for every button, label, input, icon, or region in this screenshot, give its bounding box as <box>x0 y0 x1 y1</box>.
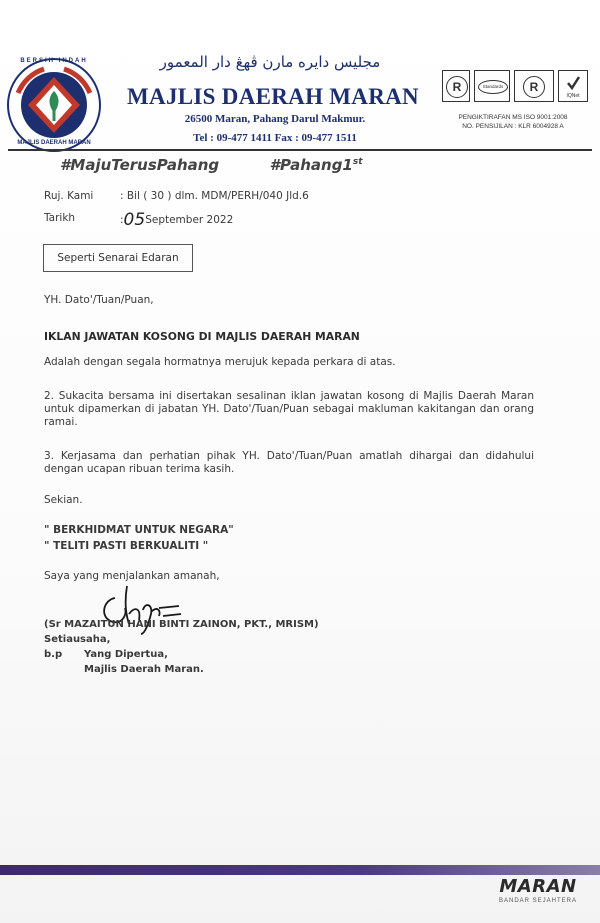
seal-text-top: BERSIH INDAH <box>20 58 88 64</box>
hashtag-maju-terus-pahang: #MajuTerusPahang <box>60 156 220 174</box>
certification-line-1: PENGIKTIRAFAN MS ISO 9001:2008 <box>458 114 568 121</box>
certification-line-2: NO. PENSIJILAN : KLR 6004928 A <box>462 123 564 130</box>
arabic-council-name: مجليس دايره مارن ڤهڠ دار المعمور <box>159 53 381 71</box>
iqnet-badge-icon: IQNet <box>558 70 588 102</box>
closing: Sekian. <box>44 494 83 506</box>
signatory-title: Setiausaha, <box>44 634 111 645</box>
letter-date: :05September 2022 <box>120 210 234 230</box>
recipient-box: Seperti Senarai Edaran <box>43 244 193 272</box>
bp-organisation: Majlis Daerah Maran. <box>84 664 204 675</box>
header-divider <box>8 149 592 151</box>
certification-badges <box>440 66 590 108</box>
date-label: Tarikh <box>44 212 76 224</box>
certification-text <box>438 113 588 131</box>
date-day-handwritten: 05 <box>123 210 146 230</box>
hashtags-line <box>60 156 540 174</box>
paragraph-intro: Adalah dengan segala hormatnya merujuk kepada perkara di atas. <box>44 356 396 368</box>
reference-number: : Bil ( 30 ) dlm. MDM/PERH/040 Jld.6 <box>120 190 309 202</box>
maran-footer-logo: MARAN <box>499 876 577 897</box>
hashtag-pahang-1st: #Pahang1st <box>269 156 363 174</box>
seal-text-bottom: MAJLIS DAERAH MARAN <box>17 140 91 146</box>
council-address: 26500 Maran, Pahang Darul Makmur. <box>184 113 366 125</box>
council-name: MAJLIS DAERAH MARAN <box>127 84 419 109</box>
footer-band <box>0 865 600 875</box>
registered-mark-icon-2: R <box>514 70 554 102</box>
salutation: YH. Dato'/Tuan/Puan, <box>44 294 154 306</box>
footer-tagline: BANDAR SEJAHTERA <box>498 898 577 904</box>
letter-subject: IKLAN JAWATAN KOSONG DI MAJLIS DAERAH MARAN <box>44 330 360 343</box>
trust-line: Saya yang menjalankan amanah, <box>44 570 220 582</box>
motto-line-2: " TELITI PASTI BERKUALITI " <box>44 540 209 552</box>
motto-line-1: " BERKHIDMAT UNTUK NEGARA" <box>44 524 234 536</box>
bp-label: b.p <box>44 649 63 660</box>
standards-badge-icon: Standards <box>474 70 510 102</box>
council-phone-fax: Tel : 09-477 1411 Fax : 09-477 1511 <box>193 132 357 144</box>
signatory-name: (Sr MAZAITUN HANI BINTI ZAINON, PKT., MRISM) <box>44 619 319 630</box>
paragraph-2: 2. Sukacita bersama ini disertakan sesalinan iklan jawatan kosong di Majlis Daerah Maran untuk dipamerkan di jabatan YH. Dato'/Tuan/Puan sebagai makluman kakitangan dan orang ramai. <box>44 390 534 428</box>
registered-mark-icon: R <box>442 70 470 102</box>
bp-role: Yang Dipertua, <box>84 649 168 660</box>
reference-label: Ruj. Kami <box>44 190 94 202</box>
paragraph-3: 3. Kerjasama dan perhatian pihak YH. Dato'/Tuan/Puan amatlah dihargai dan didahului dengan ucapan ribuan terima kasih. <box>44 450 534 475</box>
